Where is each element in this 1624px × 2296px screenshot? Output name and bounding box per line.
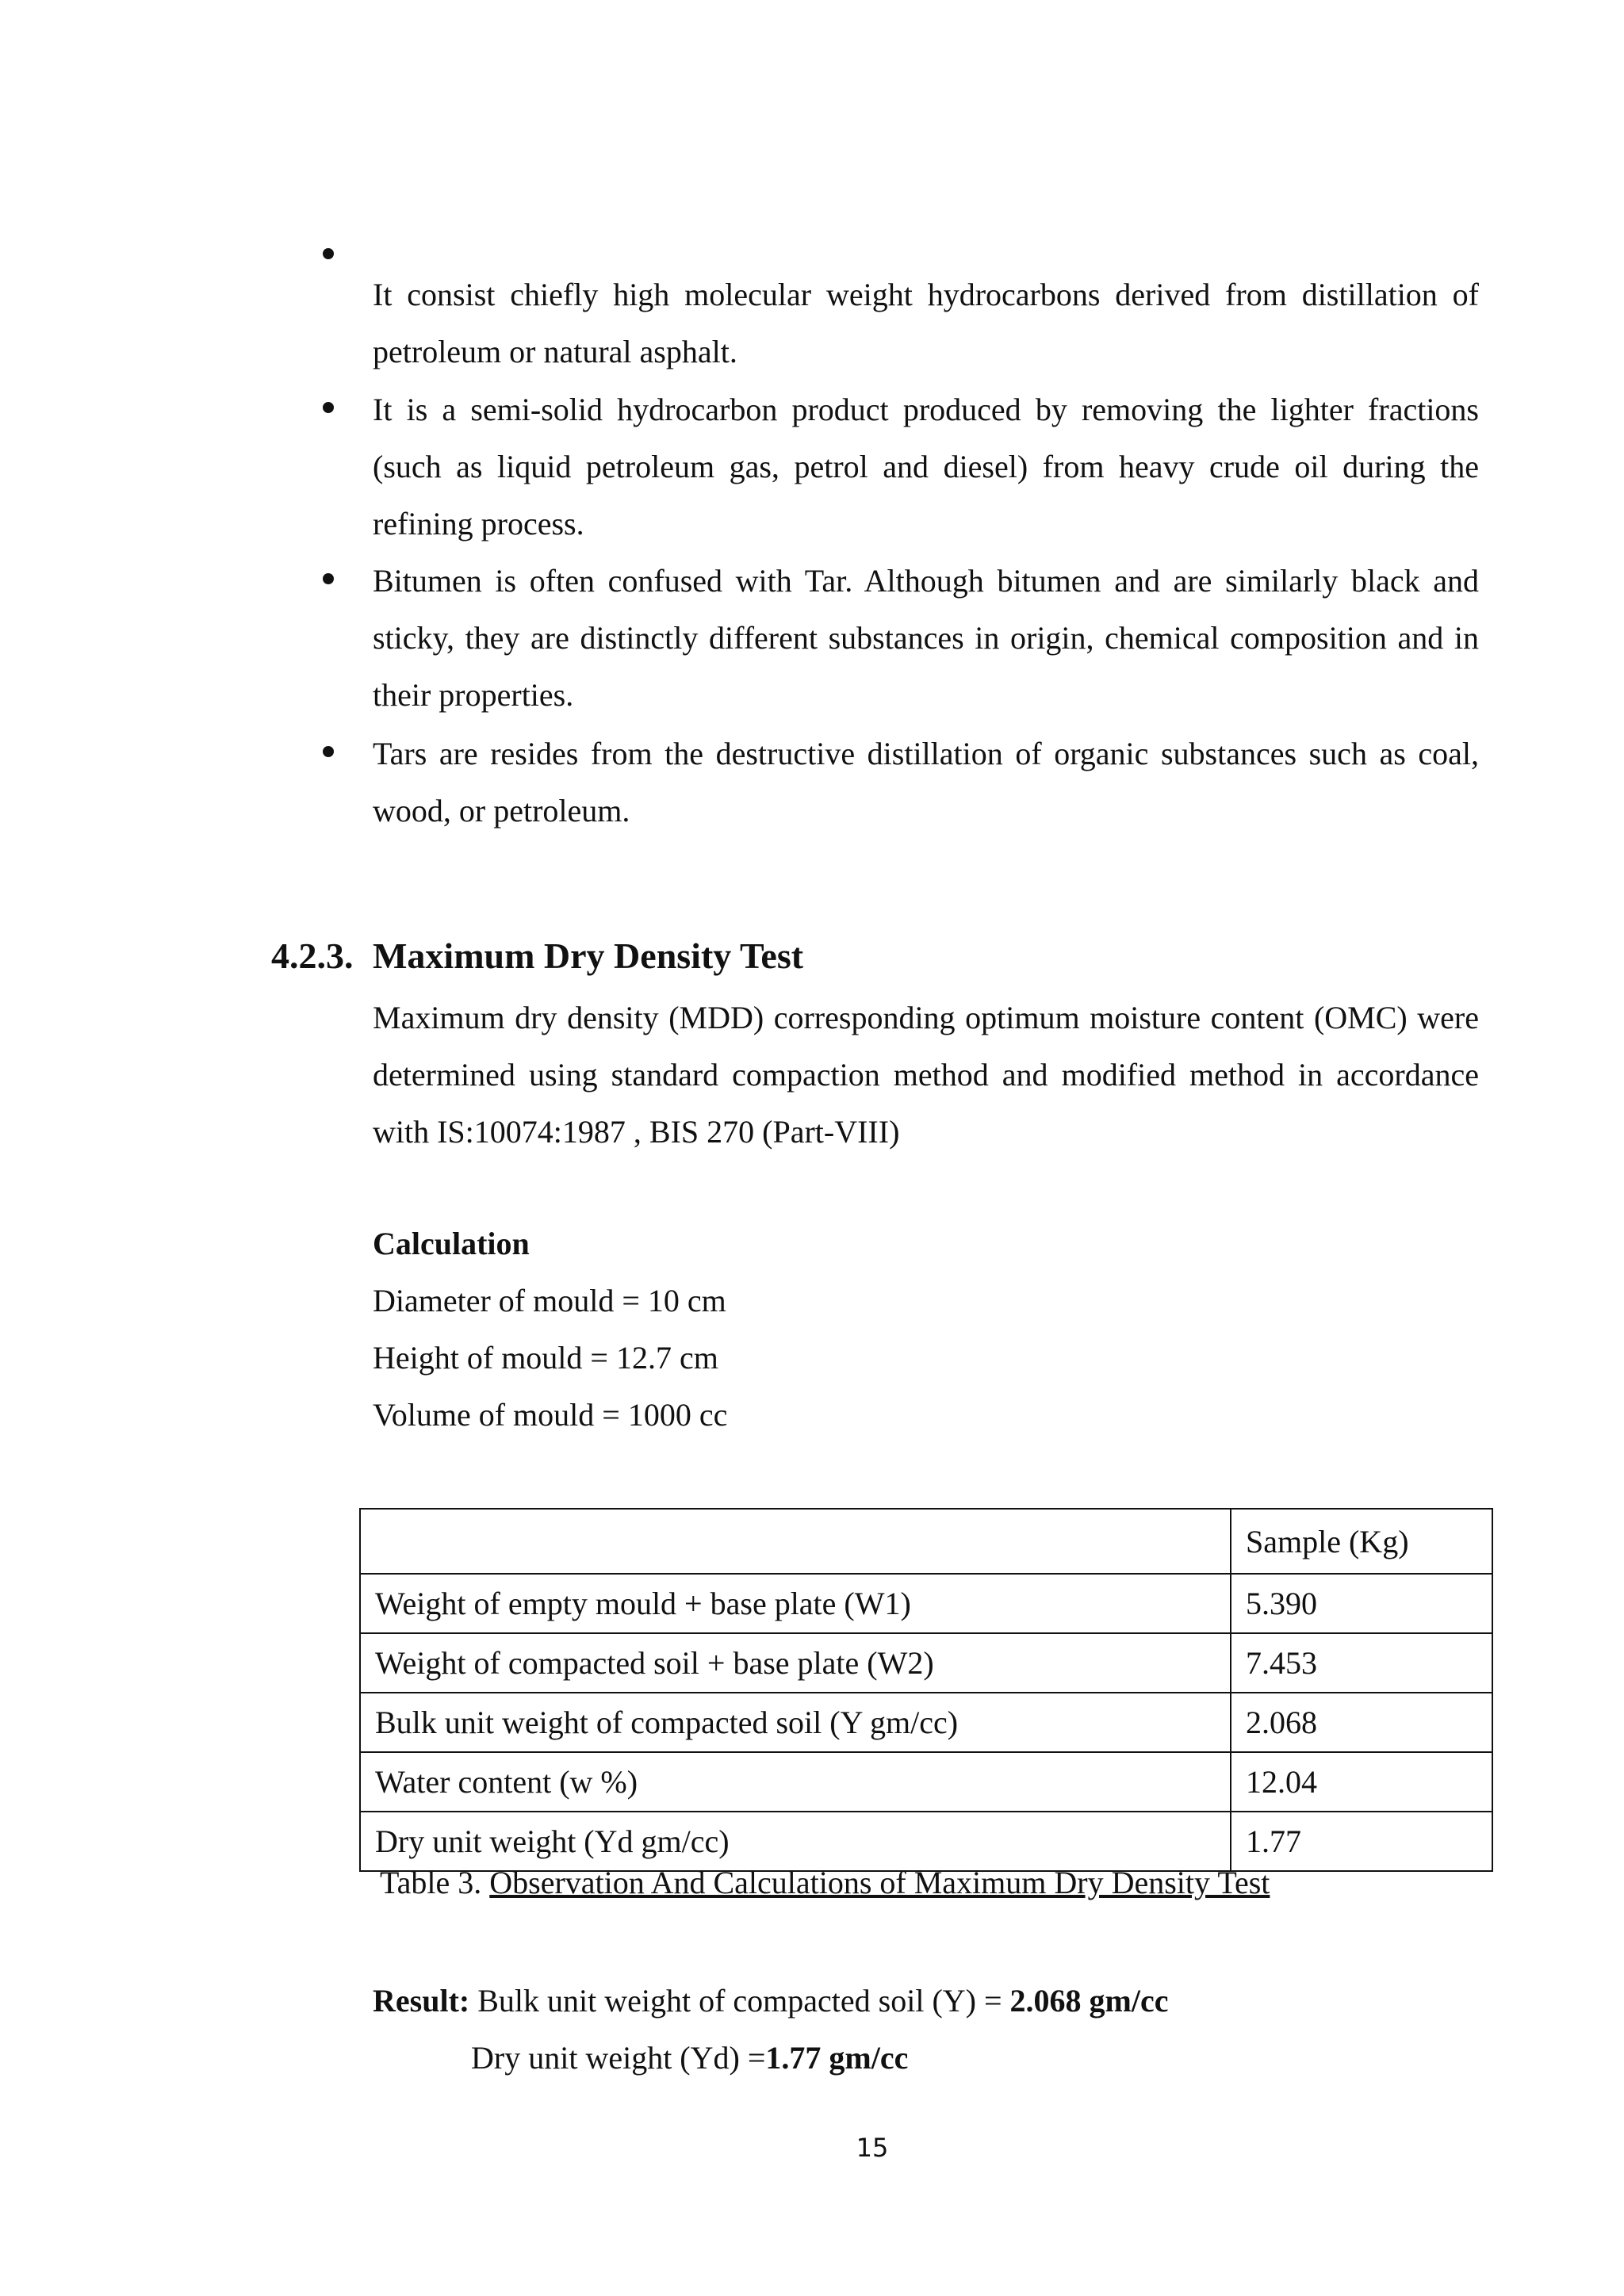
bullet-icon xyxy=(323,573,334,584)
result-line-1 xyxy=(373,1973,1169,2030)
result-label: Result: xyxy=(373,1983,470,2019)
table-caption xyxy=(380,1859,1270,1907)
result-text: Bulk unit weight of compacted soil (Y) = xyxy=(469,1983,1010,2019)
bullet-item: Bitumen is often confused with Tar. Although bitumen and are similarly black and sticky, they are distinctly different substances in origin, chemical composition and in their properties. xyxy=(373,563,1479,713)
bullet-item: It consist chiefly high molecular weight hydrocarbons derived from distillation of petroleum or natural asphalt. xyxy=(373,277,1479,369)
page-number: 15 xyxy=(856,2133,889,2163)
table-cell-value: 2.068 xyxy=(1231,1693,1492,1752)
calculation-heading: Calculation xyxy=(373,1226,530,1261)
table-cell-value: 5.390 xyxy=(1231,1574,1492,1633)
table-cell-label: Water content (w %) xyxy=(360,1752,1231,1812)
table-header-cell: Sample (Kg) xyxy=(1231,1509,1492,1574)
table-row xyxy=(360,1633,1492,1693)
table-cell-value: 7.453 xyxy=(1231,1633,1492,1693)
table-row xyxy=(360,1752,1492,1812)
section-title: Maximum Dry Density Test xyxy=(373,936,804,976)
table-row xyxy=(360,1693,1492,1752)
result-value: 2.068 gm/cc xyxy=(1009,1983,1169,2019)
table-cell-label: Dry unit weight (Yd gm/cc) xyxy=(360,1812,1231,1871)
result-text: Dry unit weight (Yd) = xyxy=(471,2040,766,2076)
table-cell-value: 1.77 xyxy=(1231,1812,1492,1871)
section-number: 4.2.3. xyxy=(271,936,354,976)
calculation-line: Volume of mould = 1000 cc xyxy=(373,1397,728,1433)
table-cell-label: Weight of compacted soil + base plate (W2) xyxy=(360,1633,1231,1693)
bullet-item: It is a semi-solid hydrocarbon product produced by removing the lighter fractions (such as liquid petroleum gas, petrol and diesel) from heavy crude oil during the refining process. xyxy=(373,392,1479,541)
table-caption-title: Observation And Calculations of Maximum Dry Density Test xyxy=(489,1865,1270,1900)
result-line-2 xyxy=(471,2030,908,2087)
calculation-line: Diameter of mould = 10 cm xyxy=(373,1283,726,1318)
bullet-icon xyxy=(323,248,334,259)
section-intro: Maximum dry density (MDD) corresponding optimum moisture content (OMC) were determined using standard compaction method and modified method in accordance with IS:10074:1987 , BIS 270 (Part-VIII) xyxy=(373,1000,1479,1150)
table-row xyxy=(360,1574,1492,1633)
bullet-icon xyxy=(323,402,334,413)
table-header-cell xyxy=(360,1509,1231,1574)
table-header-row xyxy=(360,1509,1492,1574)
calculation-line: Height of mould = 12.7 cm xyxy=(373,1340,718,1376)
result-value: 1.77 gm/cc xyxy=(765,2040,909,2076)
table-cell-value: 12.04 xyxy=(1231,1752,1492,1812)
table-cell-label: Bulk unit weight of compacted soil (Y gm/cc) xyxy=(360,1693,1231,1752)
bullet-item: Tars are resides from the destructive distillation of organic substances such as coal, wood, or petroleum. xyxy=(373,736,1479,828)
table-cell-label: Weight of empty mould + base plate (W1) xyxy=(360,1574,1231,1633)
bullet-icon xyxy=(323,746,334,757)
table-caption-prefix: Table 3. xyxy=(380,1865,490,1900)
observation-table xyxy=(359,1508,1493,1872)
